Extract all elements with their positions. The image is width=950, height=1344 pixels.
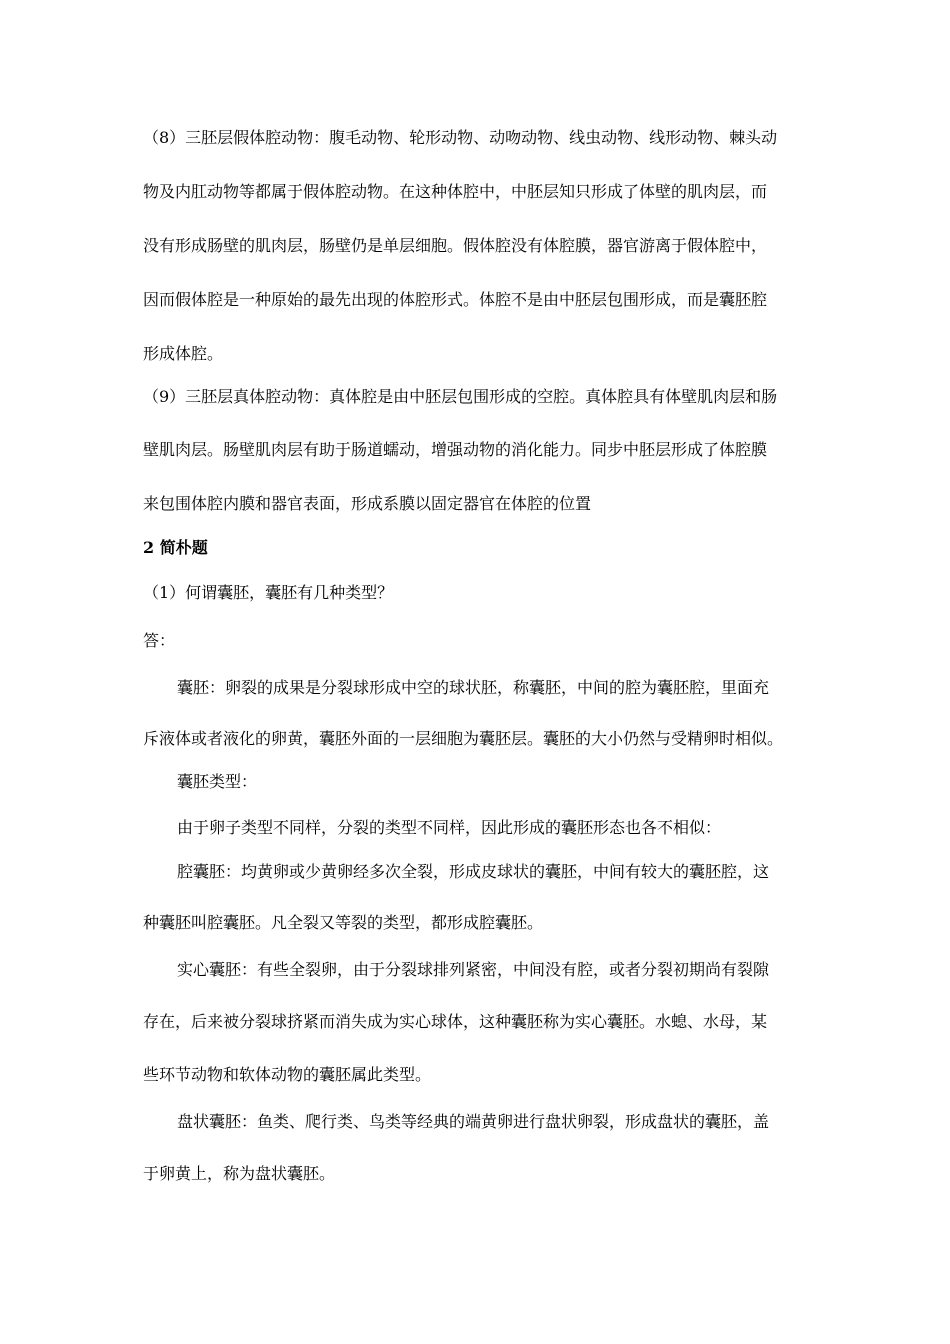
coeloblastula-line-1: 腔囊胚：均黄卵或少黄卵经多次全裂，形成皮球状的囊胚，中间有较大的囊胚腔，这 bbox=[177, 862, 770, 881]
discoblastula-line-2: 于卵黄上，称为盘状囊胚。 bbox=[143, 1164, 336, 1183]
answer-label: 答： bbox=[143, 631, 176, 650]
types-intro: 由于卵子类型不同样，分裂的类型不同样，因此形成的囊胚形态也各不相似： bbox=[177, 818, 722, 837]
p8-line-5: 形成体腔。 bbox=[143, 344, 224, 363]
stereoblastula-line-2: 存在，后来被分裂球挤紧而消失成为实心球体，这种囊胚称为实心囊胚。水螅、水母，某 bbox=[143, 1012, 768, 1031]
p9-line-1: （9）三胚层真体腔动物：真体腔是由中胚层包围形成的空腔。真体腔具有体壁肌肉层和肠 bbox=[143, 387, 778, 406]
blastula-def-line-1: 囊胚：卵裂的成果是分裂球形成中空的球状胚，称囊胚，中间的腔为囊胚腔，里面充 bbox=[177, 678, 770, 697]
types-label: 囊胚类型： bbox=[177, 772, 258, 791]
p8-line-1: （8）三胚层假体腔动物：腹毛动物、轮形动物、动吻动物、线虫动物、线形动物、棘头动 bbox=[143, 128, 778, 147]
p9-line-2: 壁肌肉层。肠壁肌肉层有助于肠道蠕动，增强动物的消化能力。同步中胚层形成了体腔膜 bbox=[143, 440, 768, 459]
stereoblastula-line-3: 些环节动物和软体动物的囊胚属此类型。 bbox=[143, 1065, 432, 1084]
section-heading: 2 简朴题 bbox=[143, 538, 208, 557]
coeloblastula-line-2: 种囊胚叫腔囊胚。凡全裂又等裂的类型，都形成腔囊胚。 bbox=[143, 913, 544, 932]
stereoblastula-line-1: 实心囊胚：有些全裂卵，由于分裂球排列紧密，中间没有腔，或者分裂初期尚有裂隙 bbox=[177, 960, 770, 979]
question-1: （1）何谓囊胚，囊胚有几种类型？ bbox=[143, 583, 394, 602]
p8-line-2: 物及内肛动物等都属于假体腔动物。在这种体腔中，中胚层知只形成了体壁的肌肉层，而 bbox=[143, 182, 768, 201]
blastula-def-line-2: 斥液体或者液化的卵黄，囊胚外面的一层细胞为囊胚层。囊胚的大小仍然与受精卵时相似。 bbox=[143, 729, 784, 748]
p8-line-4: 因而假体腔是一种原始的最先出现的体腔形式。体腔不是由中胚层包围形成，而是囊胚腔 bbox=[143, 290, 768, 309]
discoblastula-line-1: 盘状囊胚：鱼类、爬行类、鸟类等经典的端黄卵进行盘状卵裂，形成盘状的囊胚，盖 bbox=[177, 1112, 770, 1131]
p9-line-3: 来包围体腔内膜和器官表面，形成系膜以固定器官在体腔的位置 bbox=[143, 494, 592, 513]
p8-line-3: 没有形成肠壁的肌肉层，肠壁仍是单层细胞。假体腔没有体腔膜，器官游离于假体腔中， bbox=[143, 236, 768, 255]
